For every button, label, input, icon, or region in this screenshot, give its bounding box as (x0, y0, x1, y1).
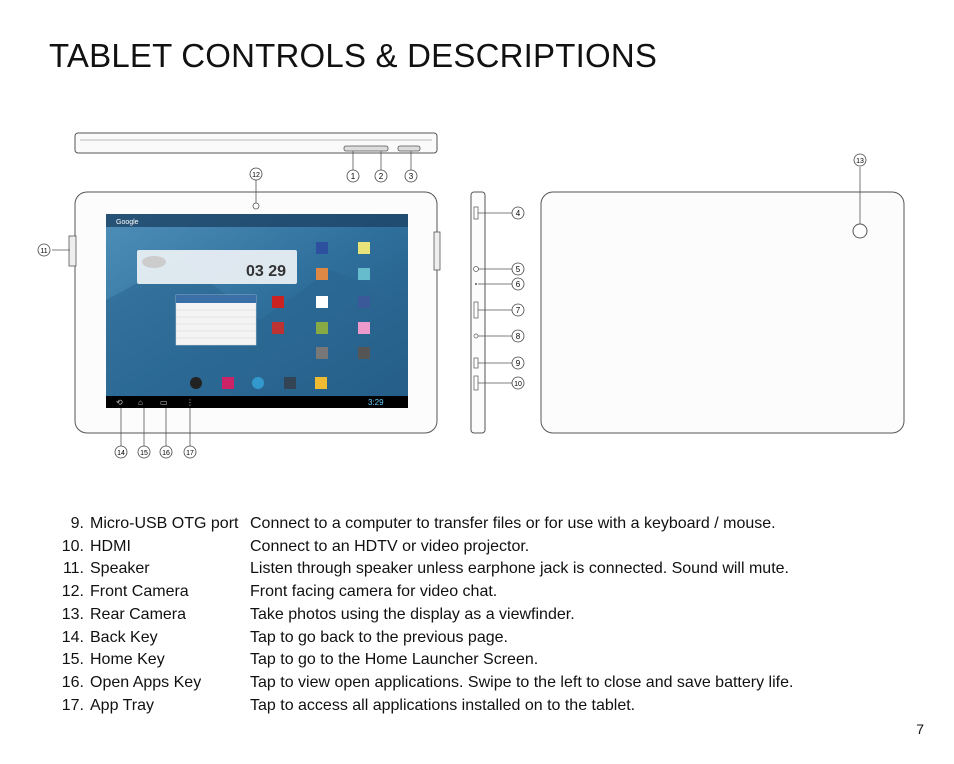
callout-11 (38, 244, 50, 256)
power-button-icon (398, 146, 420, 151)
search-label: Google (116, 219, 139, 226)
list-item (44, 513, 924, 536)
item-name: App Tray (90, 696, 155, 714)
svg-text:7: 7 (515, 306, 521, 315)
list-item (44, 604, 924, 627)
item-number: 14. (61, 628, 84, 646)
callout-15 (138, 446, 150, 458)
list-item (44, 581, 924, 604)
tablet-diagram (0, 120, 954, 470)
home-key-icon: ⌂ (138, 398, 143, 407)
svg-text:2: 2 (378, 172, 384, 181)
item-number: 15. (61, 651, 84, 669)
open-apps-key-icon: ▭ (160, 398, 168, 407)
item-name: HDMI (90, 537, 131, 555)
callout-4 (512, 207, 524, 219)
svg-text:14: 14 (117, 450, 125, 457)
svg-text:13: 13 (856, 158, 864, 165)
svg-text:11: 11 (40, 248, 48, 255)
front-camera-icon (253, 203, 259, 209)
controls-list (44, 513, 924, 717)
item-name: Back Key (90, 628, 158, 646)
navigation-bar (106, 396, 408, 408)
item-name: Speaker (90, 560, 150, 578)
callout-13 (854, 154, 866, 166)
svg-text:6: 6 (515, 280, 521, 289)
item-description: Connect to a computer to transfer files or for use with a keyboard / mouse. (250, 515, 776, 532)
callout-6 (512, 278, 524, 290)
list-item (44, 627, 924, 650)
item-description: Listen through speaker unless earphone jack is connected. Sound will mute. (250, 560, 789, 578)
svg-text:4: 4 (515, 209, 521, 218)
item-number: 11. (62, 560, 84, 578)
svg-text:5: 5 (515, 265, 521, 274)
list-item (44, 536, 924, 559)
list-item (44, 695, 924, 718)
page-title: TABLET CONTROLS & DESCRIPTIONS (49, 37, 658, 74)
volume-button-icon (344, 146, 388, 151)
item-number: 10. (61, 537, 84, 555)
list-item (44, 558, 924, 581)
status-time: 3:29 (368, 398, 384, 407)
item-number: 13. (61, 605, 84, 623)
callout-16 (160, 446, 172, 458)
callout-9 (512, 357, 524, 369)
callout-17 (184, 446, 196, 458)
callout-1 (347, 170, 359, 182)
page-number: 7 (916, 721, 924, 737)
callout-7 (512, 304, 524, 316)
callout-5 (512, 263, 524, 275)
item-description: Tap to access all applications installed on to the tablet. (250, 696, 636, 714)
svg-text:9: 9 (515, 359, 521, 368)
callout-8 (512, 330, 524, 342)
home-screen (106, 214, 408, 408)
item-description: Take photos using the display as a viewfinder. (250, 605, 575, 623)
item-number: 12. (61, 583, 84, 601)
callout-12 (250, 168, 262, 180)
svg-text:1: 1 (350, 172, 356, 181)
item-description: Tap to go back to the previous page. (250, 628, 508, 646)
rear-camera-icon (853, 224, 867, 238)
item-description: Connect to an HDTV or video projector. (250, 537, 530, 555)
svg-text:12: 12 (252, 172, 260, 179)
tablet-front-view (52, 180, 440, 446)
list-item (44, 649, 924, 672)
clock-text: 03 29 (246, 263, 287, 280)
item-name: Home Key (90, 651, 165, 669)
item-number: 9. (70, 515, 84, 532)
item-description: Tap to go to the Home Launcher Screen. (250, 651, 539, 669)
svg-text:16: 16 (162, 450, 170, 457)
speaker-icon (69, 236, 76, 266)
item-description: Front facing camera for video chat. (250, 583, 498, 601)
item-name: Rear Camera (90, 605, 187, 623)
tablet-top-view (75, 133, 437, 170)
svg-text:8: 8 (515, 332, 521, 341)
tablet-side-view (471, 192, 512, 433)
svg-text:10: 10 (514, 381, 522, 388)
item-name: Open Apps Key (90, 673, 202, 691)
item-description: Tap to view open applications. Swipe to the left to close and save battery life. (250, 673, 794, 691)
svg-text:15: 15 (140, 450, 148, 457)
callout-14 (115, 446, 127, 458)
item-number: 17. (61, 696, 84, 714)
item-name: Front Camera (90, 583, 189, 601)
back-key-icon: ⟲ (116, 398, 123, 407)
item-number: 16. (61, 673, 84, 691)
app-tray-icon: ⋮ (186, 398, 194, 407)
callout-2 (375, 170, 387, 182)
callout-3 (405, 170, 417, 182)
item-name: Micro-USB OTG port (90, 515, 239, 532)
svg-text:17: 17 (186, 450, 194, 457)
tablet-back-view (541, 167, 904, 433)
callout-10 (512, 377, 524, 389)
svg-text:3: 3 (408, 172, 414, 181)
list-item (44, 672, 924, 695)
